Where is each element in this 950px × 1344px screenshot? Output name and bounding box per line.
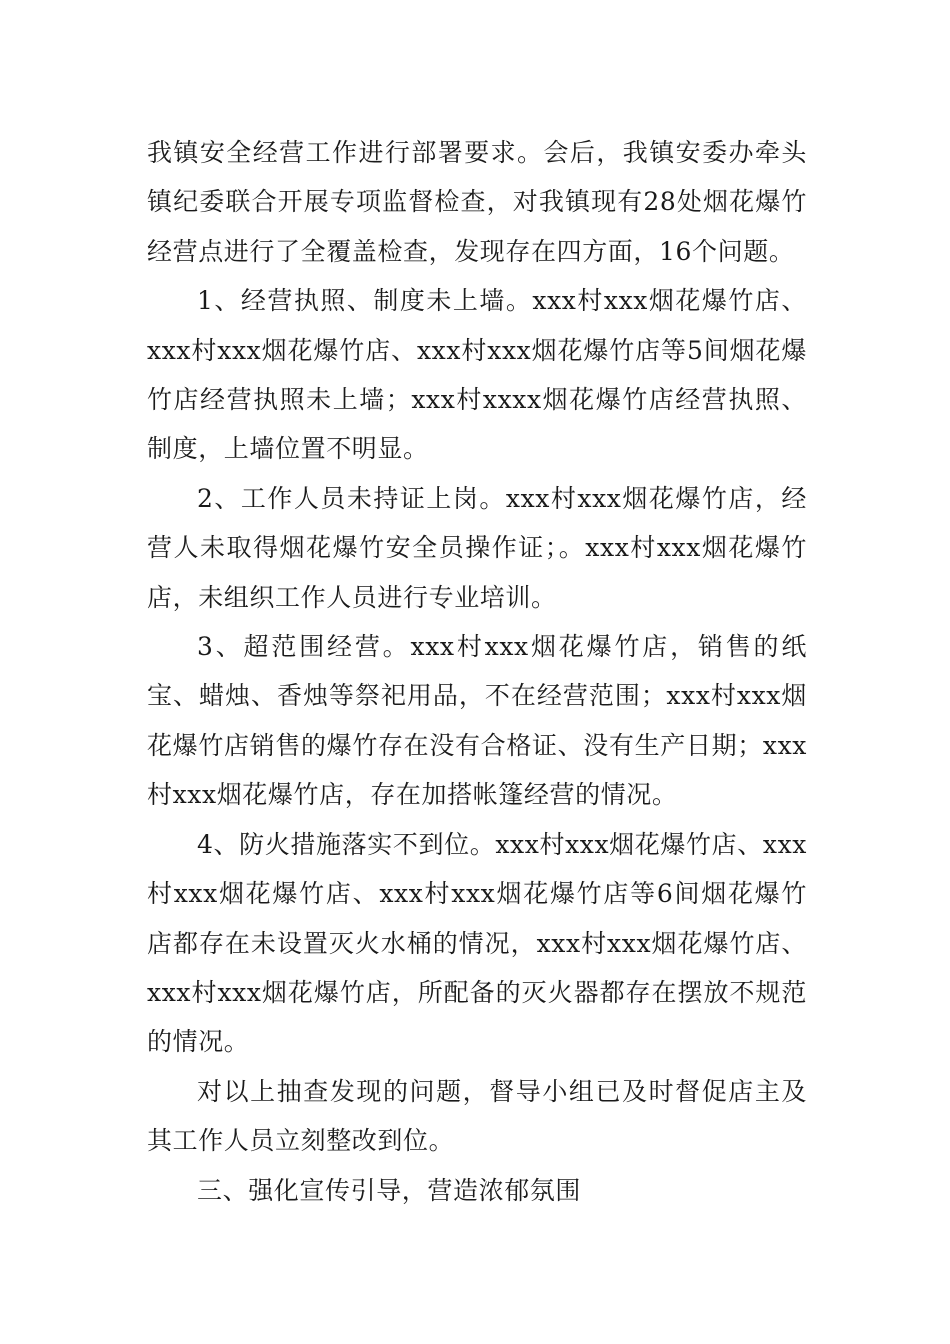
document-body: [147, 128, 807, 1215]
paragraph-issue-2: 2、工作人员未持证上岗。xxx村xxx烟花爆竹店，经营人未取得烟花爆竹安全员操作证；。xxx村xxx烟花爆竹店，未组织工作人员进行专业培训。: [147, 483, 807, 612]
paragraph-rectification: 对以上抽查发现的问题，督导小组已及时督促店主及其工作人员立刻整改到位。: [147, 1076, 807, 1156]
paragraph-issue-4: 4、防火措施落实不到位。xxx村xxx烟花爆竹店、xxx村xxx烟花爆竹店、xxx村xxx烟花爆竹店等6间烟花爆竹店都存在未设置灭火水桶的情况，xxx村xxx烟花爆竹店、xxx村xxx烟花爆竹店，所配备的灭火器都存在摆放不规范的情况。: [147, 829, 807, 1057]
section-heading: 三、强化宣传引导，营造浓郁氛围: [197, 1175, 582, 1205]
paragraph-issue-1: 1、经营执照、制度未上墙。xxx村xxx烟花爆竹店、xxx村xxx烟花爆竹店、xxx村xxx烟花爆竹店等5间烟花爆竹店经营执照未上墙；xxx村xxxx烟花爆竹店经营执照、制度，上墙位置不明显。: [147, 286, 807, 464]
paragraph-issue-3: 3、超范围经营。xxx村xxx烟花爆竹店，销售的纸宝、蜡烛、香烛等祭祀用品，不在经营范围；xxx村xxx烟花爆竹店销售的爆竹存在没有合格证、没有生产日期；xxx村xxx烟花爆竹店，存在加搭帐篷经营的情况。: [147, 632, 807, 810]
paragraph-intro: 我镇安全经营工作进行部署要求。会后，我镇安委办牵头镇纪委联合开展专项监督检查，对我镇现有28处烟花爆竹经营点进行了全覆盖检查，发现存在四方面，16个问题。: [147, 138, 807, 266]
